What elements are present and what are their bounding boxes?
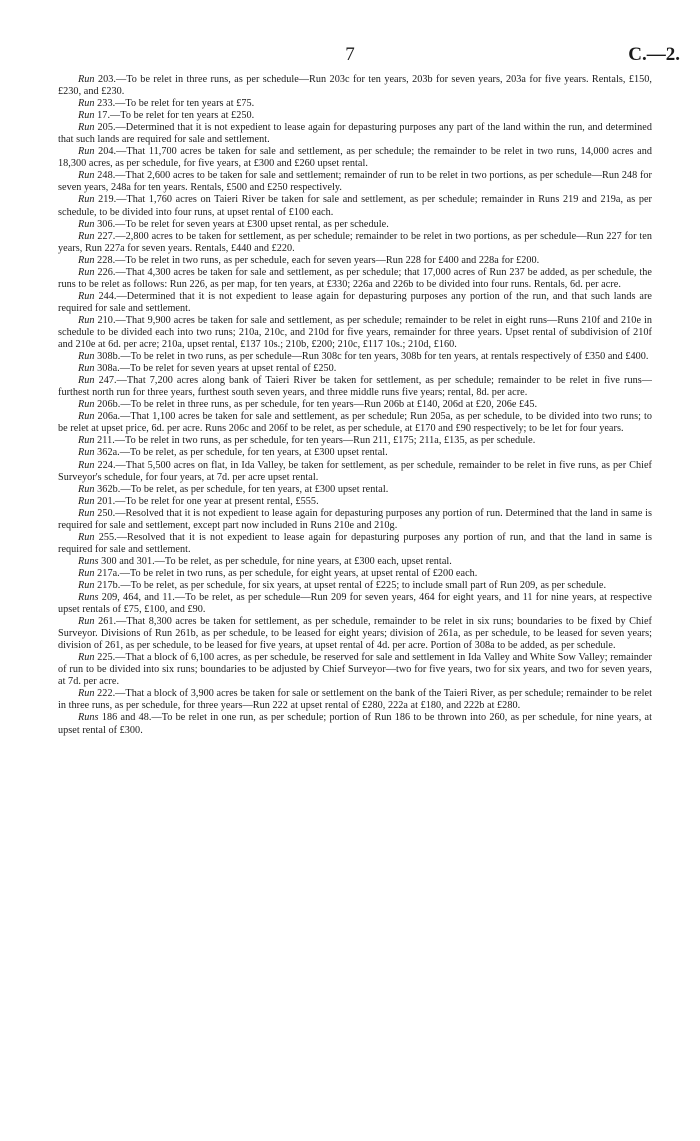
run-label: Run: [78, 411, 95, 423]
paragraph: [58, 411, 652, 435]
paragraph-text: 217b.—To be relet, as per schedule, for six years, at upset rental of £225; to include small part of Run 209, as per schedule.: [94, 579, 607, 591]
run-label: Run: [78, 98, 95, 110]
run-label: Run: [78, 122, 95, 134]
paragraph: [58, 110, 652, 122]
run-label: Run: [78, 567, 95, 579]
paragraph-text: 224.—That 5,500 acres on flat, in Ida Valley, be taken for settlement, as per schedule, remainder to be relet in five runs, as per Chief Surveyor's schedule, for four years, at 7d. per acre upset rental.: [58, 459, 652, 483]
run-label: Run: [78, 218, 95, 230]
page-number: 7: [345, 44, 355, 65]
run-label: Run: [78, 230, 95, 242]
run-label: Run: [78, 110, 95, 122]
paragraph-text: 211.—To be relet in two runs, as per schedule, for ten years—Run 211, £175; 211a, £135, as per schedule.: [94, 435, 536, 447]
run-label: Run: [78, 447, 95, 459]
run-label: Run: [78, 375, 95, 387]
paragraph: [58, 484, 652, 496]
paragraph-text: 186 and 48.—To be relet in one run, as per schedule; portion of Run 186 to be thrown into 260, as per schedule, for nine years, at upset rental of £300.: [58, 712, 652, 736]
run-label: Run: [78, 688, 95, 700]
paragraph-text: 209, 464, and 11.—To be relet, as per schedule—Run 209 for seven years, 464 for eight years, and 11 for nine years, at respective upset rentals of £75, £100, and £90.: [58, 592, 652, 616]
paragraph: [58, 291, 652, 315]
paragraph-text: 201.—To be relet for one year at present rental, £555.: [94, 495, 319, 507]
paragraph: [58, 496, 652, 508]
run-label: Runs: [78, 712, 99, 724]
run-label: Run: [78, 652, 95, 664]
run-label: Run: [78, 363, 95, 375]
paragraph-text: 210.—That 9,900 acres be taken for sale and settlement, as per schedule; remainder to be relet in eight runs—Runs 210f and 210e in schedule to be divided each into two runs; 210a, 210c, and 210d for five years, remainder for three years. Upset rental of subdivision of 210f and 210e at 6d. per acre; 210a, upset rental, £137 10s.; 210b, £200; 210c, £117 10s.; 210d, £160.: [58, 314, 652, 351]
run-label: Run: [78, 290, 95, 302]
paragraph: [58, 399, 652, 411]
paragraph: [58, 170, 652, 194]
paragraph: [58, 532, 652, 556]
run-label: Run: [78, 351, 95, 363]
run-label: Run: [78, 74, 95, 85]
paragraph-text: 222.—That a block of 3,900 acres be taken for sale or settlement on the bank of the Taieri River, as per schedule; remainder to be relet in three runs, as per schedule, for three years—Run 222 at upset rental of £280, 222a at £180, and 222b at £280.: [58, 688, 653, 712]
paragraph: [58, 460, 652, 484]
run-label: Runs: [78, 592, 99, 604]
paragraph-text: 308a.—To be relet for seven years at upset rental of £250.: [94, 363, 337, 375]
paragraph-text: 206a.—That 1,100 acres be taken for sale and settlement, as per schedule; Run 205a, as per schedule, to be divided into two runs; to be relet at upset price, 6d. per acre. Runs 206c and 206f to be relet, as per schedule, at £170 and £90 respectively; to be let for four years.: [58, 411, 652, 435]
run-label: Run: [78, 531, 95, 543]
paragraph: [58, 375, 652, 399]
run-label: Run: [78, 194, 95, 206]
paragraph-text: 300 and 301.—To be relet, as per schedule, for nine years, at £300 each, upset rental.: [98, 555, 452, 567]
run-label: Run: [78, 483, 95, 495]
paragraph: [58, 712, 652, 736]
run-label: Run: [78, 170, 95, 182]
paragraph: [58, 592, 652, 616]
paragraph: [58, 688, 652, 712]
paragraph: [58, 580, 652, 592]
paragraph: [58, 194, 652, 218]
run-label: Run: [78, 314, 95, 326]
run-label: Run: [78, 266, 95, 278]
paragraph: [58, 652, 652, 688]
run-label: Run: [78, 146, 95, 158]
paragraph-text: 362a.—To be relet, as per schedule, for ten years, at £300 upset rental.: [94, 447, 388, 459]
paragraph-text: 308b.—To be relet in two runs, as per schedule—Run 308c for ten years, 308b for ten years, at rentals respectively of £350 and £400.: [94, 351, 649, 363]
paragraph-text: 247.—That 7,200 acres along bank of Taieri River be taken for settlement, as per schedule; remainder to be relet in five runs—furthest north run for three years, furthest south seven years, and three middle runs five years; rental, 8d. per acre.: [58, 375, 652, 399]
paragraph-text: 306.—To be relet for seven years at £300 upset rental, as per schedule.: [94, 218, 389, 230]
body-text: [58, 74, 652, 737]
paragraph: [58, 351, 652, 363]
paragraph: [58, 146, 652, 170]
run-label: Run: [78, 435, 95, 447]
paragraph-text: 227.—2,800 acres to be taken for settlement, as per schedule; remainder to be relet in two portions, as per schedule—Run 227 for ten years, Run 227a for seven years. Rentals, £440 and £220.: [58, 230, 652, 254]
run-label: Run: [78, 616, 95, 628]
paragraph-text: 250.—Resolved that it is not expedient to lease again for depasturing purposes any portion of run. Determined that the land in same is required for sale and settlement, except part now included in Runs 210e and 210g.: [58, 507, 652, 531]
run-label: Runs: [78, 555, 99, 567]
run-label: Run: [78, 495, 95, 507]
paragraph-text: 255.—Resolved that it is not expedient to lease again for depasturing purposes any portion of run, and that the land in same is required for sale and settlement.: [58, 531, 652, 555]
paragraph-text: 217a.—To be relet in two runs, as per schedule, for eight years, at upset rental of £200 each.: [94, 567, 478, 579]
paragraph-text: 244.—Determined that it is not expedient to lease again for depasturing purposes any portion of the run, and that such lands are required for sale and settlement.: [58, 290, 652, 314]
paragraph: [58, 255, 652, 267]
document-reference: C.—2.: [628, 44, 680, 65]
run-label: Run: [78, 399, 95, 411]
paragraph-text: 226.—That 4,300 acres be taken for sale and settlement, as per schedule; that 17,000 acres of Run 237 be added, as per schedule, the runs to be relet as follows: Run 226, as per map, for ten years, at £330; 226a and 226b to be divided into four runs. Rentals, 6d. per acre.: [58, 266, 652, 290]
paragraph: [58, 363, 652, 375]
paragraph: [58, 219, 652, 231]
paragraph: [58, 568, 652, 580]
paragraph-text: 205.—Determined that it is not expedient to lease again for depasturing purposes any part of the land within the run, and determined that such lands are required for sale and settlement.: [58, 122, 652, 146]
run-label: Run: [78, 507, 95, 519]
paragraph-text: 228.—To be relet in two runs, as per schedule, each for seven years—Run 228 for £400 and 228a for £200.: [94, 254, 540, 266]
paragraph-text: 219.—That 1,760 acres on Taieri River be taken for sale and settlement, as per schedule; remainder in Runs 219 and 219a, as per schedule, to be divided into four runs, at upset rental of £100 each.: [58, 194, 652, 218]
paragraph-text: 203.—To be relet in three runs, as per schedule—Run 203c for ten years, 203b for seven years, 203a for five years. Rentals, £150, £230, and £230.: [58, 74, 652, 98]
paragraph-text: 225.—That a block of 6,100 acres, as per schedule, be reserved for sale and settlement in Ida Valley and White Sow Valley; remainder of run to be divided into six runs; boundaries to be adjusted by Chief Surveyor—two for five years, two for six years, and two for seven years, at 7d. per acre.: [58, 652, 652, 688]
paragraph-text: 362b.—To be relet, as per schedule, for ten years, at £300 upset rental.: [94, 483, 389, 495]
paragraph-text: 17.—To be relet for ten years at £250.: [94, 110, 255, 122]
paragraph: [58, 447, 652, 459]
paragraph-text: 248.—That 2,600 acres to be taken for sale and settlement; remainder of run to be relet in two portions, as per schedule—Run 248 for seven years, 248a for ten years. Rentals, £500 and £250 respectively.: [58, 170, 652, 194]
run-label: Run: [78, 579, 95, 591]
run-label: Run: [78, 459, 95, 471]
paragraph: [58, 616, 652, 652]
paragraph-text: 233.—To be relet for ten years at £75.: [94, 98, 255, 110]
paragraph-text: 206b.—To be relet in three runs, as per schedule, for ten years—Run 206b at £140, 206d at £20, 206e £45.: [94, 399, 538, 411]
paragraph: [58, 267, 652, 291]
paragraph: [58, 315, 652, 351]
paragraph: [58, 508, 652, 532]
paragraph: [58, 74, 652, 98]
paragraph: [58, 122, 652, 146]
paragraph: [58, 435, 652, 447]
paragraph-text: 261.—That 8,300 acres be taken for settlement, as per schedule, remainder to be relet in six runs; boundaries to be fixed by Chief Surveyor. Divisions of Run 261b, as per schedule, to be leased for eight years; division of 261a, as per schedule, to be leased for seven years; division of 261, as per schedule, to be leased for five years, at upset rental of 4d. per acre. Portion of 308a to be added, as per schedule.: [58, 616, 652, 652]
paragraph: [58, 231, 652, 255]
paragraph: [58, 98, 652, 110]
paragraph-text: 204.—That 11,700 acres be taken for sale and settlement, as per schedule; the remainder to be relet in two runs, 14,000 acres and 18,300 acres, as per schedule, for five years, at £300 and £260 upset rental.: [58, 146, 652, 170]
run-label: Run: [78, 254, 95, 266]
paragraph: [58, 556, 652, 568]
